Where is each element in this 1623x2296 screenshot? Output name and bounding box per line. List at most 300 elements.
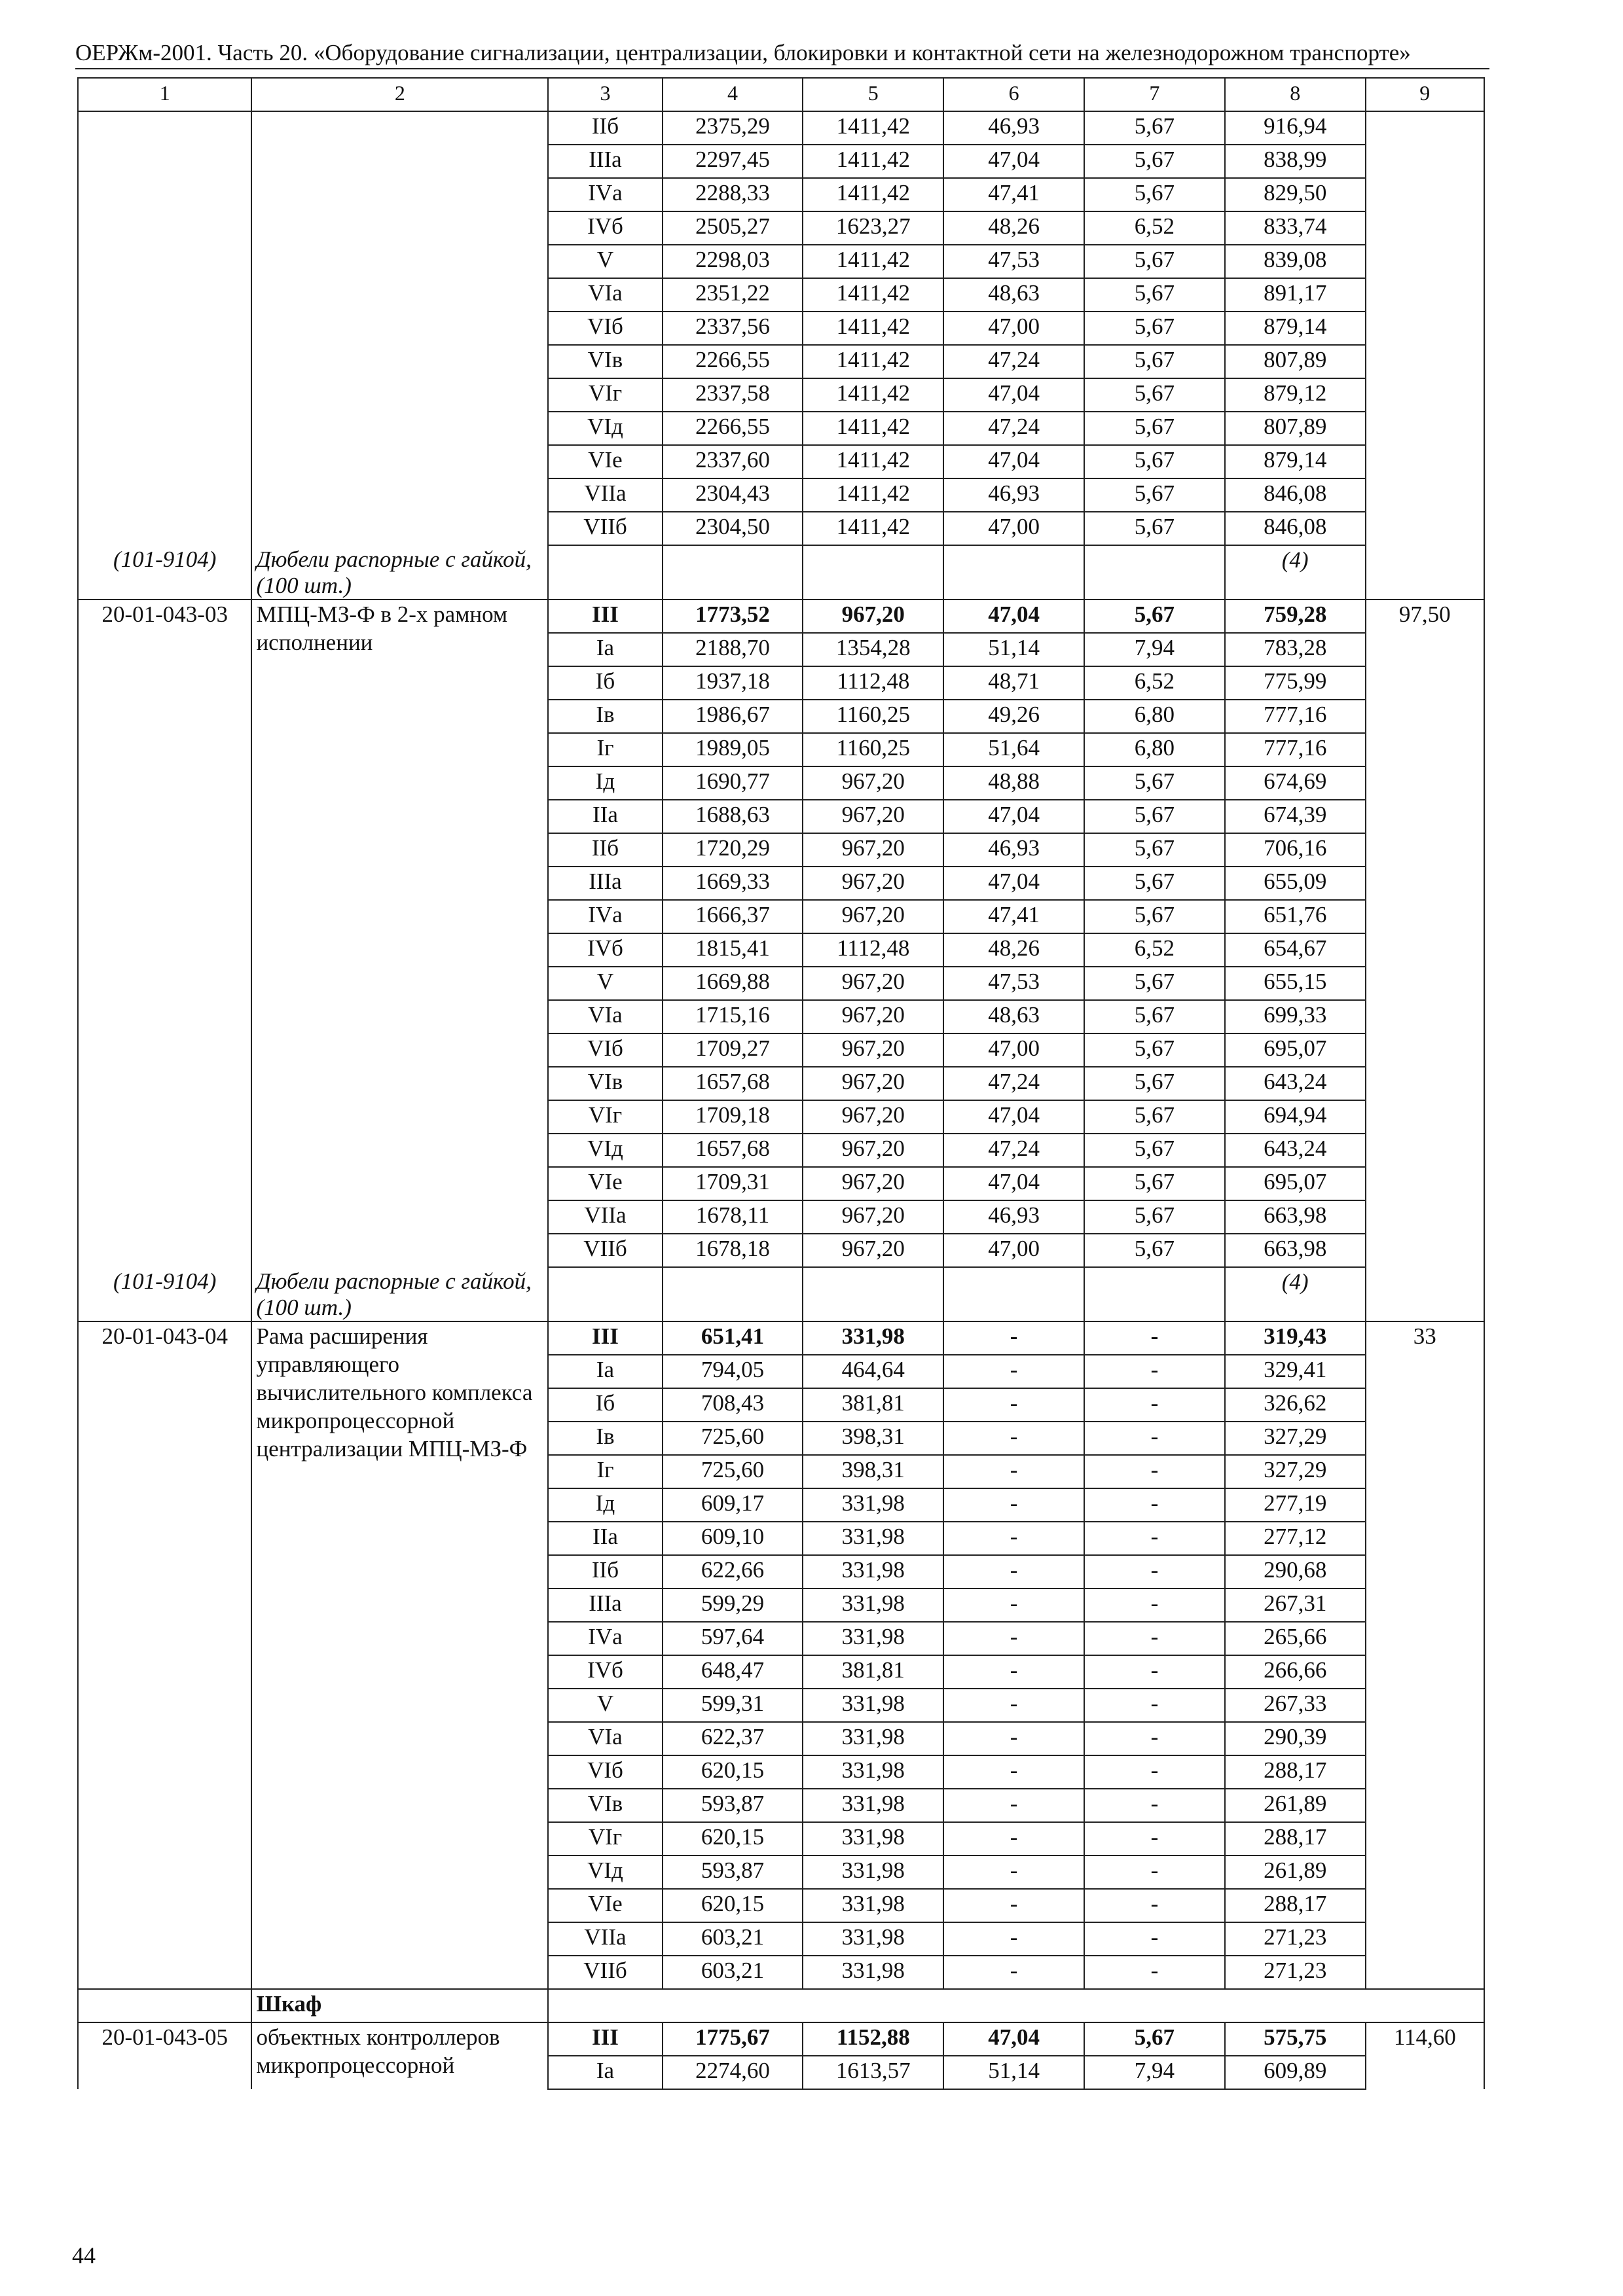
- materials-cost-cell: 326,62: [1225, 1388, 1366, 1422]
- note-code-cell: [78, 545, 251, 600]
- empty-cell: [1366, 1267, 1484, 1321]
- note-value: (4): [1281, 547, 1309, 573]
- note-name-cell: [251, 1267, 548, 1321]
- total-cost-cell: 1989,05: [663, 733, 803, 766]
- total-cost-cell: 2266,55: [663, 345, 803, 378]
- price-table: [77, 77, 1485, 2090]
- materials-cost-cell: 879,14: [1225, 445, 1366, 478]
- item-name: [251, 600, 548, 1267]
- zone-cell: VIе: [548, 1889, 662, 1922]
- total-cost-cell: 1773,52: [663, 600, 803, 633]
- section-title: Шкаф: [251, 1989, 548, 2022]
- machinist-wages-cell: 5,67: [1084, 1167, 1225, 1200]
- machinist-wages-cell: 5,67: [1084, 378, 1225, 412]
- total-cost-cell: 2351,22: [663, 278, 803, 312]
- machinist-wages-cell: -: [1084, 1488, 1225, 1522]
- total-cost-cell: 794,05: [663, 1355, 803, 1388]
- wages-cell: 1411,42: [803, 245, 943, 278]
- machinist-wages-cell: 7,94: [1084, 2056, 1225, 2089]
- wages-cell: 1623,27: [803, 211, 943, 245]
- machine-cost-cell: 47,04: [943, 867, 1084, 900]
- total-cost-cell: 593,87: [663, 1856, 803, 1889]
- materials-cost-cell: 261,89: [1225, 1856, 1366, 1889]
- wages-cell: 398,31: [803, 1455, 943, 1488]
- machine-cost-cell: -: [943, 1522, 1084, 1555]
- materials-cost-cell: 706,16: [1225, 833, 1366, 867]
- note-value-cell: [1225, 545, 1366, 600]
- per-unit-cell: 97,50: [1366, 600, 1484, 1267]
- machine-cost-cell: 47,53: [943, 245, 1084, 278]
- machine-cost-cell: 47,04: [943, 1167, 1084, 1200]
- zone-cell: Iв: [548, 1422, 662, 1455]
- machinist-wages-cell: 7,94: [1084, 633, 1225, 666]
- total-cost-cell: 1709,27: [663, 1033, 803, 1067]
- machinist-wages-cell: 5,67: [1084, 1067, 1225, 1100]
- wages-cell: 331,98: [803, 1856, 943, 1889]
- machine-cost-cell: 51,64: [943, 733, 1084, 766]
- zone-cell: IIIа: [548, 1588, 662, 1622]
- total-cost-cell: 1937,18: [663, 666, 803, 700]
- wages-cell: 1411,42: [803, 178, 943, 211]
- wages-cell: 331,98: [803, 1755, 943, 1789]
- machinist-wages-cell: -: [1084, 1789, 1225, 1822]
- zone-cell: IIб: [548, 111, 662, 145]
- machine-cost-cell: -: [943, 1722, 1084, 1755]
- zone-cell: VIд: [548, 1134, 662, 1167]
- machine-cost-cell: 47,00: [943, 1033, 1084, 1067]
- wages-cell: 1411,42: [803, 478, 943, 512]
- machine-cost-cell: -: [943, 1655, 1084, 1689]
- wages-cell: 967,20: [803, 833, 943, 867]
- zone-cell: VIг: [548, 1100, 662, 1134]
- wages-cell: 1411,42: [803, 378, 943, 412]
- note-code: (101-9104): [113, 547, 217, 572]
- zone-cell: Iб: [548, 666, 662, 700]
- item-name: [251, 1321, 548, 1989]
- empty-cell: [78, 1989, 251, 2022]
- zone-cell: IVа: [548, 900, 662, 933]
- machine-cost-cell: -: [943, 1455, 1084, 1488]
- machine-cost-cell: 46,93: [943, 111, 1084, 145]
- machinist-wages-cell: 5,67: [1084, 867, 1225, 900]
- machinist-wages-cell: 5,67: [1084, 478, 1225, 512]
- table-row: [78, 2022, 1484, 2056]
- empty-cell: [663, 545, 803, 600]
- total-cost-cell: 1669,88: [663, 967, 803, 1000]
- zone-cell: VIв: [548, 1067, 662, 1100]
- total-cost-cell: 1678,18: [663, 1234, 803, 1267]
- materials-cost-cell: 288,17: [1225, 1889, 1366, 1922]
- machine-cost-cell: -: [943, 1856, 1084, 1889]
- total-cost-cell: 2266,55: [663, 412, 803, 445]
- empty-cell: [943, 1267, 1084, 1321]
- total-cost-cell: 609,10: [663, 1522, 803, 1555]
- materials-cost-cell: 643,24: [1225, 1134, 1366, 1167]
- materials-cost-cell: 663,98: [1225, 1234, 1366, 1267]
- machine-cost-cell: 47,53: [943, 967, 1084, 1000]
- machinist-wages-cell: -: [1084, 1689, 1225, 1722]
- wages-cell: 1112,48: [803, 666, 943, 700]
- materials-cost-cell: 327,29: [1225, 1455, 1366, 1488]
- materials-cost-cell: 807,89: [1225, 412, 1366, 445]
- header-rule: [75, 68, 1489, 69]
- machine-cost-cell: -: [943, 1922, 1084, 1956]
- wages-cell: 331,98: [803, 1488, 943, 1522]
- materials-cost-cell: 846,08: [1225, 478, 1366, 512]
- column-number: 9: [1366, 78, 1484, 111]
- wages-cell: 1411,42: [803, 445, 943, 478]
- machinist-wages-cell: 5,67: [1084, 900, 1225, 933]
- machine-cost-cell: -: [943, 1689, 1084, 1722]
- wages-cell: 1112,48: [803, 933, 943, 967]
- machine-cost-cell: -: [943, 1488, 1084, 1522]
- machinist-wages-cell: 5,67: [1084, 512, 1225, 545]
- materials-cost-cell: 891,17: [1225, 278, 1366, 312]
- wages-cell: 1411,42: [803, 278, 943, 312]
- note-name-cell: [251, 545, 548, 600]
- zone-cell: IIб: [548, 1555, 662, 1588]
- zone-cell: V: [548, 1689, 662, 1722]
- column-number: 3: [548, 78, 662, 111]
- materials-cost-cell: 775,99: [1225, 666, 1366, 700]
- machine-cost-cell: 51,14: [943, 633, 1084, 666]
- machine-cost-cell: -: [943, 1588, 1084, 1622]
- machinist-wages-cell: -: [1084, 1956, 1225, 1989]
- item-code: 20-01-043-03: [78, 600, 251, 1267]
- machine-cost-cell: 47,04: [943, 600, 1084, 633]
- empty-cell: [251, 111, 548, 545]
- empty-cell: [1366, 545, 1484, 600]
- total-cost-cell: 2337,56: [663, 312, 803, 345]
- total-cost-cell: 2288,33: [663, 178, 803, 211]
- wages-cell: 331,98: [803, 1321, 943, 1355]
- machinist-wages-cell: 5,67: [1084, 800, 1225, 833]
- total-cost-cell: 648,47: [663, 1655, 803, 1689]
- zone-cell: VIг: [548, 378, 662, 412]
- materials-cost-cell: 674,69: [1225, 766, 1366, 800]
- machinist-wages-cell: 5,67: [1084, 245, 1225, 278]
- total-cost-cell: 599,29: [663, 1588, 803, 1622]
- materials-cost-cell: 327,29: [1225, 1422, 1366, 1455]
- materials-cost-cell: 288,17: [1225, 1822, 1366, 1856]
- zone-cell: V: [548, 967, 662, 1000]
- wages-cell: 1613,57: [803, 2056, 943, 2089]
- total-cost-cell: 1678,11: [663, 1200, 803, 1234]
- materials-cost-cell: 777,16: [1225, 700, 1366, 733]
- machinist-wages-cell: 5,67: [1084, 833, 1225, 867]
- total-cost-cell: 603,21: [663, 1922, 803, 1956]
- machine-cost-cell: 48,88: [943, 766, 1084, 800]
- column-number: 5: [803, 78, 943, 111]
- machinist-wages-cell: -: [1084, 1321, 1225, 1355]
- materials-cost-cell: 916,94: [1225, 111, 1366, 145]
- materials-cost-cell: 261,89: [1225, 1789, 1366, 1822]
- machine-cost-cell: -: [943, 1755, 1084, 1789]
- total-cost-cell: 1666,37: [663, 900, 803, 933]
- machinist-wages-cell: 5,67: [1084, 1134, 1225, 1167]
- total-cost-cell: 597,64: [663, 1622, 803, 1655]
- machine-cost-cell: 47,24: [943, 1134, 1084, 1167]
- machine-cost-cell: -: [943, 1956, 1084, 1989]
- machinist-wages-cell: 6,80: [1084, 733, 1225, 766]
- materials-cost-cell: 288,17: [1225, 1755, 1366, 1789]
- wages-cell: 381,81: [803, 1388, 943, 1422]
- machinist-wages-cell: 6,52: [1084, 666, 1225, 700]
- wages-cell: 967,20: [803, 1167, 943, 1200]
- machine-cost-cell: -: [943, 1388, 1084, 1422]
- machine-cost-cell: 47,41: [943, 178, 1084, 211]
- zone-cell: IVб: [548, 933, 662, 967]
- total-cost-cell: 603,21: [663, 1956, 803, 1989]
- wages-cell: 967,20: [803, 800, 943, 833]
- zone-cell: IVа: [548, 178, 662, 211]
- materials-cost-cell: 833,74: [1225, 211, 1366, 245]
- total-cost-cell: 620,15: [663, 1822, 803, 1856]
- machinist-wages-cell: 5,67: [1084, 312, 1225, 345]
- empty-cell: [663, 1267, 803, 1321]
- machinist-wages-cell: 6,52: [1084, 211, 1225, 245]
- machinist-wages-cell: 5,67: [1084, 178, 1225, 211]
- empty-cell: [803, 545, 943, 600]
- machinist-wages-cell: 5,67: [1084, 1234, 1225, 1267]
- machine-cost-cell: 47,24: [943, 345, 1084, 378]
- zone-cell: Iа: [548, 2056, 662, 2089]
- wages-cell: 967,20: [803, 1000, 943, 1033]
- table-row: [78, 600, 1484, 633]
- machinist-wages-cell: 5,67: [1084, 412, 1225, 445]
- wages-cell: 331,98: [803, 1722, 943, 1755]
- wages-cell: 967,20: [803, 1234, 943, 1267]
- wages-cell: 967,20: [803, 1033, 943, 1067]
- column-number: 8: [1225, 78, 1366, 111]
- wages-cell: 398,31: [803, 1422, 943, 1455]
- zone-cell: VIIб: [548, 1956, 662, 1989]
- note-code: (101-9104): [113, 1268, 217, 1294]
- zone-cell: Iд: [548, 1488, 662, 1522]
- item-code: 20-01-043-05: [78, 2022, 251, 2089]
- total-cost-cell: 2188,70: [663, 633, 803, 666]
- per-unit-cell: 114,60: [1366, 2022, 1484, 2089]
- total-cost-cell: 599,31: [663, 1689, 803, 1722]
- machinist-wages-cell: 5,67: [1084, 1100, 1225, 1134]
- materials-cost-cell: 694,94: [1225, 1100, 1366, 1134]
- machine-cost-cell: 46,93: [943, 478, 1084, 512]
- zone-cell: VIIб: [548, 512, 662, 545]
- column-number-row: [78, 78, 1484, 111]
- zone-cell: VIIа: [548, 478, 662, 512]
- zone-cell: IIIа: [548, 145, 662, 178]
- materials-cost-cell: 655,09: [1225, 867, 1366, 900]
- zone-cell: VIа: [548, 1000, 662, 1033]
- machinist-wages-cell: 5,67: [1084, 766, 1225, 800]
- total-cost-cell: 1986,67: [663, 700, 803, 733]
- machinist-wages-cell: -: [1084, 1455, 1225, 1488]
- machine-cost-cell: 47,00: [943, 512, 1084, 545]
- item-name: [251, 2022, 548, 2089]
- machinist-wages-cell: -: [1084, 1555, 1225, 1588]
- machine-cost-cell: 48,63: [943, 1000, 1084, 1033]
- note-row: [78, 1267, 1484, 1321]
- empty-cell: [1366, 111, 1484, 545]
- total-cost-cell: 1720,29: [663, 833, 803, 867]
- machine-cost-cell: -: [943, 1789, 1084, 1822]
- wages-cell: 331,98: [803, 1789, 943, 1822]
- machine-cost-cell: 46,93: [943, 1200, 1084, 1234]
- wages-cell: 1152,88: [803, 2022, 943, 2056]
- item-code: 20-01-043-04: [78, 1321, 251, 1989]
- machinist-wages-cell: -: [1084, 1355, 1225, 1388]
- materials-cost-cell: 575,75: [1225, 2022, 1366, 2056]
- machinist-wages-cell: -: [1084, 1822, 1225, 1856]
- total-cost-cell: 708,43: [663, 1388, 803, 1422]
- zone-cell: Iд: [548, 766, 662, 800]
- machine-cost-cell: 47,04: [943, 445, 1084, 478]
- wages-cell: 331,98: [803, 1956, 943, 1989]
- empty-cell: [1084, 545, 1225, 600]
- zone-cell: VIа: [548, 278, 662, 312]
- empty-cell: [1084, 1267, 1225, 1321]
- wages-cell: 331,98: [803, 1555, 943, 1588]
- wages-cell: 331,98: [803, 1689, 943, 1722]
- note-name: Дюбели распорные с гайкой, (100 шт.): [256, 1268, 532, 1320]
- empty-cell: [78, 111, 251, 545]
- wages-cell: 967,20: [803, 900, 943, 933]
- total-cost-cell: 2298,03: [663, 245, 803, 278]
- materials-cost-cell: 271,23: [1225, 1956, 1366, 1989]
- materials-cost-cell: 879,14: [1225, 312, 1366, 345]
- materials-cost-cell: 609,89: [1225, 2056, 1366, 2089]
- wages-cell: 1160,25: [803, 733, 943, 766]
- total-cost-cell: 725,60: [663, 1455, 803, 1488]
- total-cost-cell: 725,60: [663, 1422, 803, 1455]
- machine-cost-cell: -: [943, 1889, 1084, 1922]
- wages-cell: 967,20: [803, 967, 943, 1000]
- total-cost-cell: 1669,33: [663, 867, 803, 900]
- note-value-cell: [1225, 1267, 1366, 1321]
- machinist-wages-cell: -: [1084, 1922, 1225, 1956]
- zone-cell: IVб: [548, 211, 662, 245]
- machine-cost-cell: 47,04: [943, 800, 1084, 833]
- zone-cell: VIв: [548, 1789, 662, 1822]
- materials-cost-cell: 759,28: [1225, 600, 1366, 633]
- machine-cost-cell: 46,93: [943, 833, 1084, 867]
- zone-cell: VIг: [548, 1822, 662, 1856]
- empty-cell: [943, 545, 1084, 600]
- zone-cell: III: [548, 1321, 662, 1355]
- wages-cell: 967,20: [803, 766, 943, 800]
- wages-cell: 331,98: [803, 1622, 943, 1655]
- zone-cell: V: [548, 245, 662, 278]
- materials-cost-cell: 267,33: [1225, 1689, 1366, 1722]
- machinist-wages-cell: -: [1084, 1722, 1225, 1755]
- materials-cost-cell: 695,07: [1225, 1033, 1366, 1067]
- wages-cell: 1411,42: [803, 412, 943, 445]
- materials-cost-cell: 807,89: [1225, 345, 1366, 378]
- note-name: Дюбели распорные с гайкой, (100 шт.): [256, 547, 532, 598]
- column-number: 7: [1084, 78, 1225, 111]
- empty-cell: [548, 1989, 1484, 2022]
- machinist-wages-cell: 5,67: [1084, 2022, 1225, 2056]
- wages-cell: 381,81: [803, 1655, 943, 1689]
- zone-cell: Iб: [548, 1388, 662, 1422]
- total-cost-cell: 1775,67: [663, 2022, 803, 2056]
- per-unit-cell: 33: [1366, 1321, 1484, 1989]
- table-row: [78, 111, 1484, 145]
- zone-cell: VIа: [548, 1722, 662, 1755]
- wages-cell: 967,20: [803, 867, 943, 900]
- wages-cell: 1411,42: [803, 111, 943, 145]
- total-cost-cell: 620,15: [663, 1755, 803, 1789]
- materials-cost-cell: 839,08: [1225, 245, 1366, 278]
- zone-cell: VIе: [548, 1167, 662, 1200]
- machine-cost-cell: -: [943, 1355, 1084, 1388]
- machinist-wages-cell: -: [1084, 1588, 1225, 1622]
- machinist-wages-cell: 5,67: [1084, 1033, 1225, 1067]
- zone-cell: Iв: [548, 700, 662, 733]
- total-cost-cell: 2304,43: [663, 478, 803, 512]
- machinist-wages-cell: 5,67: [1084, 1200, 1225, 1234]
- total-cost-cell: 1815,41: [663, 933, 803, 967]
- materials-cost-cell: 277,19: [1225, 1488, 1366, 1522]
- section-row: [78, 1989, 1484, 2022]
- machinist-wages-cell: -: [1084, 1655, 1225, 1689]
- materials-cost-cell: 695,07: [1225, 1167, 1366, 1200]
- materials-cost-cell: 777,16: [1225, 733, 1366, 766]
- materials-cost-cell: 277,12: [1225, 1522, 1366, 1555]
- zone-cell: IIIа: [548, 867, 662, 900]
- total-cost-cell: 651,41: [663, 1321, 803, 1355]
- wages-cell: 1160,25: [803, 700, 943, 733]
- materials-cost-cell: 643,24: [1225, 1067, 1366, 1100]
- zone-cell: IVб: [548, 1655, 662, 1689]
- zone-cell: IVа: [548, 1622, 662, 1655]
- machine-cost-cell: 47,04: [943, 145, 1084, 178]
- empty-cell: [548, 1267, 662, 1321]
- wages-cell: 331,98: [803, 1588, 943, 1622]
- zone-cell: Iа: [548, 633, 662, 666]
- machinist-wages-cell: -: [1084, 1755, 1225, 1789]
- total-cost-cell: 622,37: [663, 1722, 803, 1755]
- empty-cell: [548, 545, 662, 600]
- machinist-wages-cell: -: [1084, 1622, 1225, 1655]
- column-number: 6: [943, 78, 1084, 111]
- machine-cost-cell: -: [943, 1555, 1084, 1588]
- zone-cell: VIд: [548, 412, 662, 445]
- note-row: [78, 545, 1484, 600]
- materials-cost-cell: 266,66: [1225, 1655, 1366, 1689]
- machine-cost-cell: 48,26: [943, 211, 1084, 245]
- materials-cost-cell: 290,68: [1225, 1555, 1366, 1588]
- machine-cost-cell: 47,00: [943, 312, 1084, 345]
- machinist-wages-cell: 5,67: [1084, 345, 1225, 378]
- wages-cell: 1354,28: [803, 633, 943, 666]
- materials-cost-cell: 663,98: [1225, 1200, 1366, 1234]
- column-number: 4: [663, 78, 803, 111]
- machine-cost-cell: 51,14: [943, 2056, 1084, 2089]
- total-cost-cell: 609,17: [663, 1488, 803, 1522]
- machinist-wages-cell: 5,67: [1084, 600, 1225, 633]
- machinist-wages-cell: 5,67: [1084, 1000, 1225, 1033]
- materials-cost-cell: 655,15: [1225, 967, 1366, 1000]
- total-cost-cell: 1688,63: [663, 800, 803, 833]
- total-cost-cell: 620,15: [663, 1889, 803, 1922]
- machine-cost-cell: 47,41: [943, 900, 1084, 933]
- materials-cost-cell: 271,23: [1225, 1922, 1366, 1956]
- machine-cost-cell: -: [943, 1622, 1084, 1655]
- materials-cost-cell: 838,99: [1225, 145, 1366, 178]
- machine-cost-cell: 47,04: [943, 378, 1084, 412]
- empty-cell: [803, 1267, 943, 1321]
